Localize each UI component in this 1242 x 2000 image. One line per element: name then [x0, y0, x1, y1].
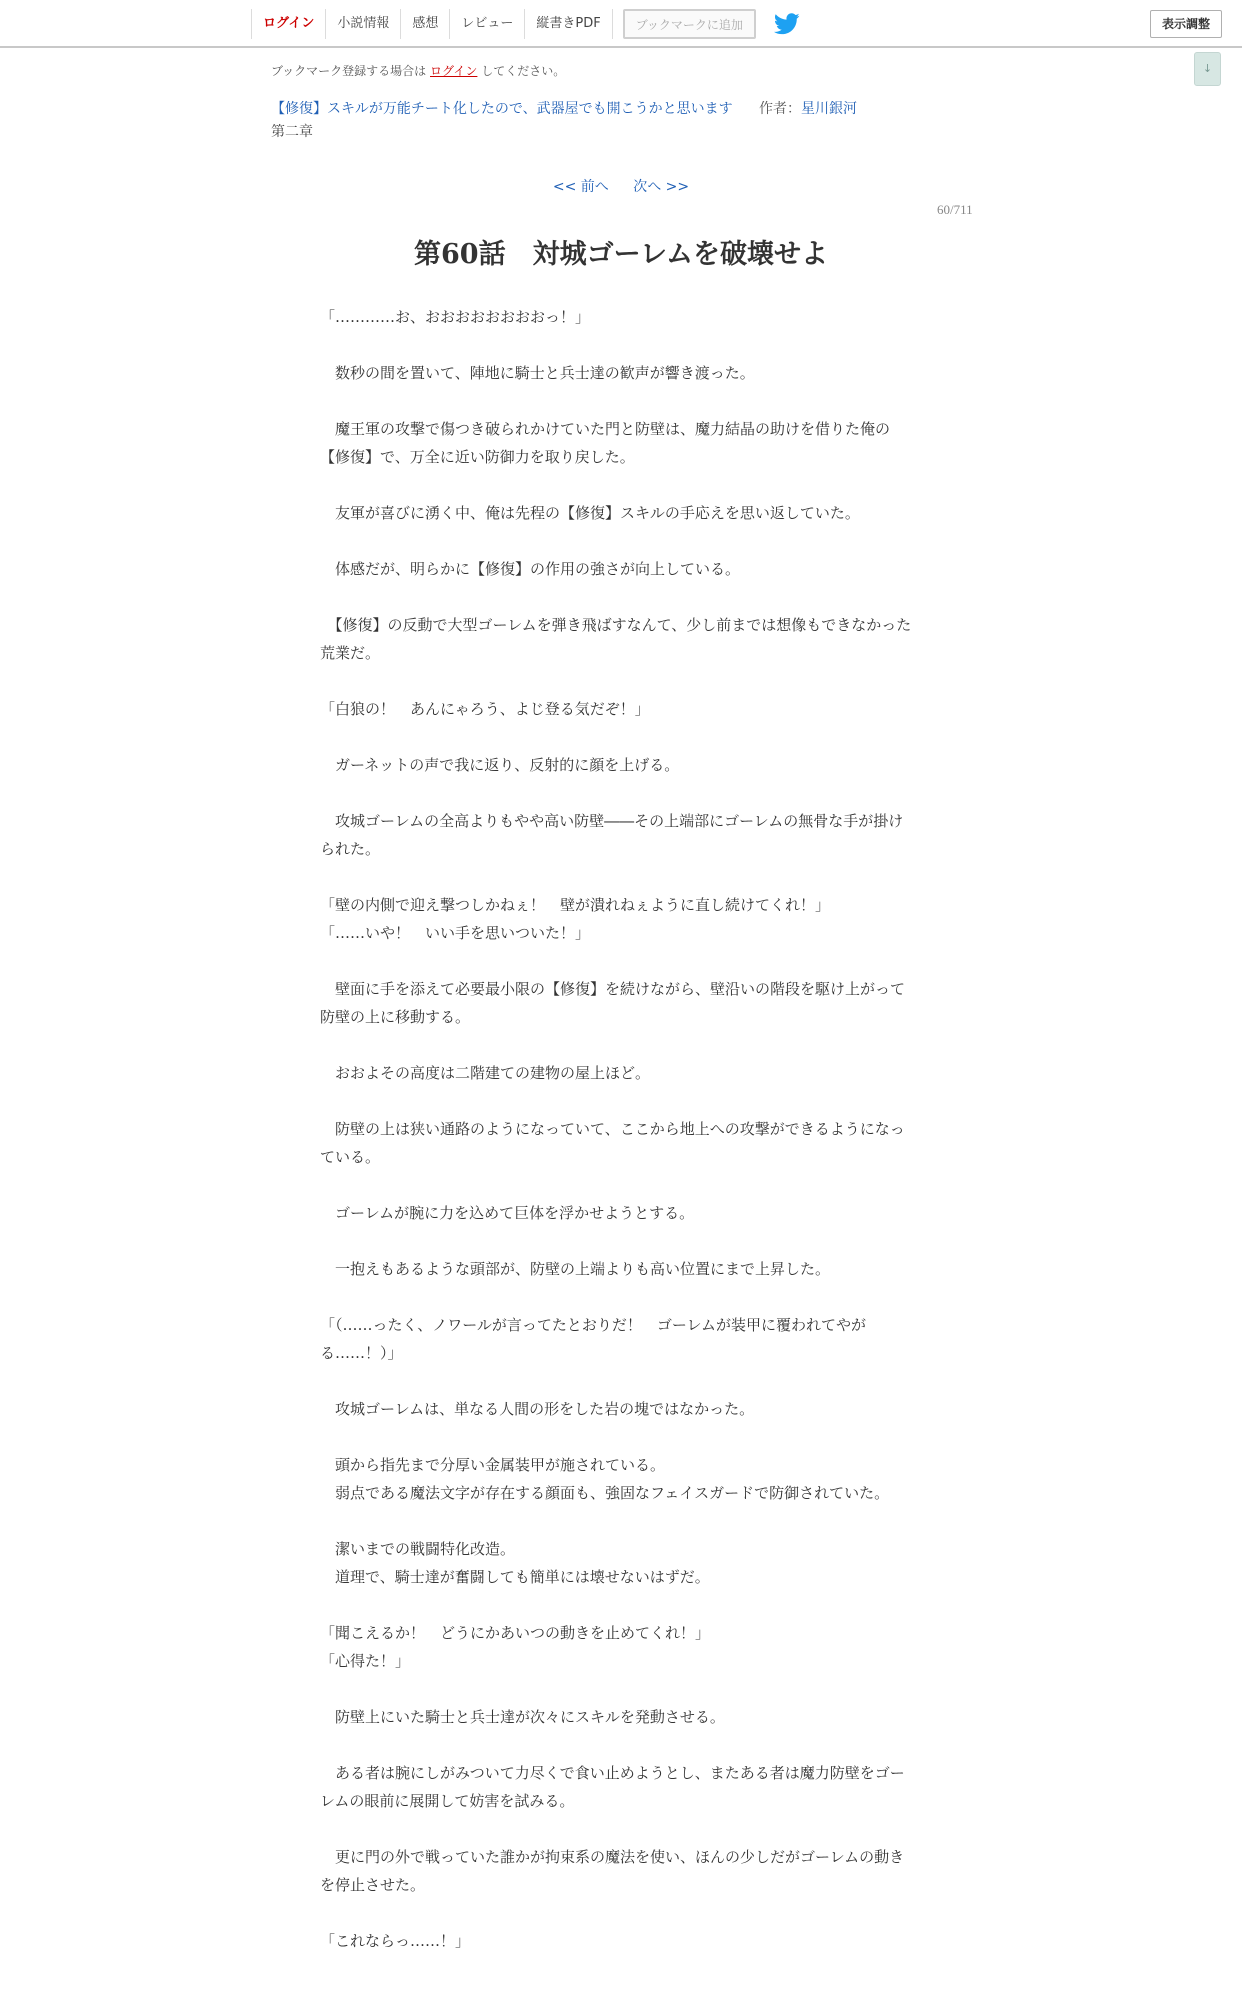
- nav-review[interactable]: レビュー: [449, 9, 524, 39]
- body-paragraph: 潔いまでの戦闘特化改造。 道理で、騎士達が奮闘しても簡単には壊せないはずだ。: [335, 1540, 710, 1586]
- body-paragraph: 攻城ゴーレムの全高よりもやや高い防壁――その上端部にゴーレムの無骨な手が掛けられた。: [320, 812, 904, 858]
- body-paragraph: 更に門の外で戦っていた誰かが拘束系の魔法を使い、ほんの少しだがゴーレムの動きを停止させた。: [320, 1848, 905, 1894]
- nav-impressions[interactable]: 感想: [400, 9, 449, 39]
- body-paragraph: 壁面に手を添えて必要最小限の【修復】を続けながら、壁沿いの階段を駆け上がって防壁の上に移動する。: [320, 980, 906, 1026]
- nav-login[interactable]: ログイン: [251, 9, 325, 39]
- body-paragraph: 友軍が喜びに湧く中、俺は先程の【修復】スキルの手応えを思い返していた。: [320, 504, 860, 522]
- body-paragraph: 数秒の間を置いて、陣地に騎士と兵士達の歓声が響き渡った。: [320, 364, 755, 382]
- nav-novel-info[interactable]: 小説情報: [325, 9, 400, 39]
- author-link[interactable]: 星川銀河: [801, 101, 858, 117]
- episode-pager: [0, 176, 1242, 196]
- body-paragraph: 防壁の上は狭い通路のようになっていて、ここから地上への攻撃ができるようになっている。: [320, 1120, 905, 1166]
- episode-title: 第60話 対城ゴーレムを破壊せよ: [414, 239, 828, 270]
- top-header: [0, 0, 1242, 48]
- bookmark-note-prefix: ブックマーク登録する場合は: [271, 64, 427, 78]
- body-paragraph: 攻城ゴーレムは、単なる人間の形をした岩の塊ではなかった。: [320, 1400, 755, 1418]
- body-paragraph: 「壁の内側で迎え撃つしかねぇ！ 壁が潰れねぇように直し続けてくれ！」 「……いや！ いい手を思いついた！」: [320, 896, 831, 942]
- main-nav: [251, 8, 800, 40]
- bookmark-login-link[interactable]: ログイン: [430, 64, 478, 78]
- novel-info-line: [271, 98, 857, 118]
- episode-count: 60/711: [937, 202, 973, 217]
- body-paragraph: 【修復】の反動で大型ゴーレムを弾き飛ばすなんて、少し前までは想像もできなかった荒業だ。: [320, 616, 912, 662]
- bookmark-note: [271, 62, 565, 79]
- nav-vertical-pdf[interactable]: 縦書きPDF: [524, 9, 612, 39]
- body-paragraph: 体感だが、明らかに【修復】の作用の強さが向上している。: [320, 560, 741, 578]
- chapter-title: 第二章: [271, 124, 313, 140]
- author-label: 作者：: [759, 101, 802, 117]
- next-episode-link[interactable]: 次へ >>: [633, 179, 690, 195]
- body-paragraph: ガーネットの声で我に返り、反射的に顔を上げる。: [320, 756, 680, 774]
- body-paragraph: 「（……ったく、ノワールが言ってたとおりだ！ ゴーレムが装甲に覆われてやがる……！）」: [320, 1316, 867, 1362]
- body-paragraph: 防壁上にいた騎士と兵士達が次々にスキルを発動させる。: [320, 1708, 725, 1726]
- body-paragraph: ある者は腕にしがみついて力尽くで食い止めようとし、またある者は魔力防壁をゴーレムの眼前に展開して妨害を試みる。: [320, 1764, 905, 1810]
- body-paragraph: 頭から指先まで分厚い金属装甲が施されている。 弱点である魔法文字が存在する顔面も、強固なフェイスガードで防御されていた。: [335, 1456, 890, 1502]
- display-settings-button[interactable]: 表示調整: [1150, 10, 1222, 38]
- novel-body: [320, 303, 916, 1955]
- twitter-icon[interactable]: [774, 13, 800, 35]
- add-bookmark-button[interactable]: ブックマークに追加: [623, 9, 756, 39]
- body-paragraph: ゴーレムが腕に力を込めて巨体を浮かせようとする。: [320, 1204, 695, 1222]
- body-paragraph: 一抱えもあるような頭部が、防壁の上端よりも高い位置にまで上昇した。: [320, 1260, 831, 1278]
- body-paragraph: 魔王軍の攻撃で傷つき破られかけていた門と防壁は、魔力結晶の助けを借りた俺の【修復】で、万全に近い防御力を取り戻した。: [320, 420, 891, 466]
- bookmark-note-suffix: してください。: [481, 64, 566, 78]
- body-paragraph: 「聞こえるか！ どうにかあいつの動きを止めてくれ！」 「心得た！」: [320, 1624, 711, 1670]
- body-paragraph: おおよその高度は二階建ての建物の屋上ほど。: [320, 1064, 651, 1082]
- body-paragraph: 「これならっ……！」: [320, 1932, 471, 1950]
- body-paragraph: 「…………お、おおおおおおおおっ！」: [320, 308, 591, 326]
- scroll-down-button[interactable]: ↓: [1194, 52, 1221, 86]
- body-paragraph: 「白狼の！ あんにゃろう、よじ登る気だぞ！」: [320, 700, 650, 718]
- series-title-link[interactable]: 【修復】スキルが万能チート化したので、武器屋でも開こうかと思います: [271, 101, 733, 117]
- prev-episode-link[interactable]: << 前へ: [552, 179, 609, 195]
